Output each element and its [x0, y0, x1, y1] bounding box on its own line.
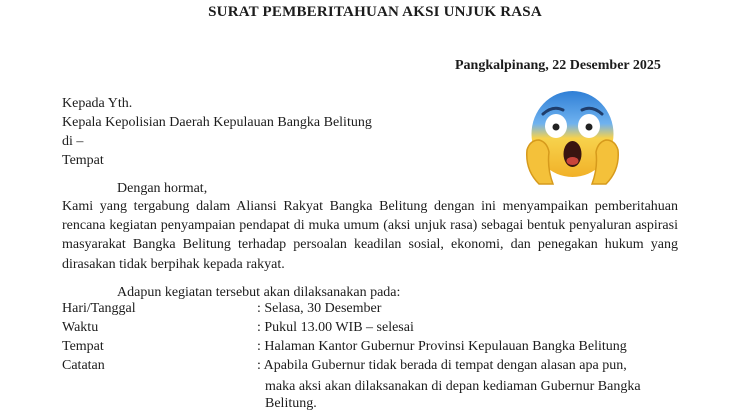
body-paragraph: Kami yang tergabung dalam Aliansi Rakyat Bangka Belitung dengan ini menyampaikan pemberitahuan rencana kegiatan penyampaian pendapat di muka umum (aksi unjuk rasa) sebagai bentuk penyaluran aspirasi masyarakat Bangka Belitung terhadap persoalan keadilan sosial, ekonomi, dan penegakan hukum yang dirasakan tidak berpihak kepada rakyat.: [62, 199, 678, 272]
note-continued-line-2: Belitung.: [265, 396, 317, 411]
schedule-label-date: Hari/Tanggal: [62, 301, 136, 316]
recipient-line-4: Tempat: [62, 153, 104, 168]
schedule-value-place: : Halaman Kantor Gubernur Provinsi Kepulauan Bangka Belitung: [257, 339, 627, 354]
recipient-line-1: Kepada Yth.: [62, 96, 133, 111]
note-continued-line-1: maka aksi akan dilaksanakan di depan kediaman Gubernur Bangka: [265, 379, 641, 394]
greeting: Dengan hormat,: [117, 181, 208, 196]
face-screaming-in-fear-emoji-icon: [525, 88, 620, 188]
letter-title: SURAT PEMBERITAHUAN AKSI UNJUK RASA: [208, 4, 542, 20]
place-date: Pangkalpinang, 22 Desember 2025: [455, 58, 661, 73]
schedule-label-place: Tempat: [62, 339, 104, 354]
recipient-line-2: Kepala Kepolisian Daerah Kepulauan Bangka Belitung: [62, 115, 372, 130]
schedule-value-time: : Pukul 13.00 WIB – selesai: [257, 320, 414, 335]
schedule-intro: Adapun kegiatan tersebut akan dilaksanakan pada:: [117, 285, 401, 300]
schedule-value-note: : Apabila Gubernur tidak berada di tempat dengan alasan apa pun,: [257, 358, 627, 373]
schedule-label-time: Waktu: [62, 320, 99, 335]
schedule-label-note: Catatan: [62, 358, 105, 373]
schedule-value-date: : Selasa, 30 Desember: [257, 301, 382, 316]
recipient-line-3: di –: [62, 134, 84, 149]
